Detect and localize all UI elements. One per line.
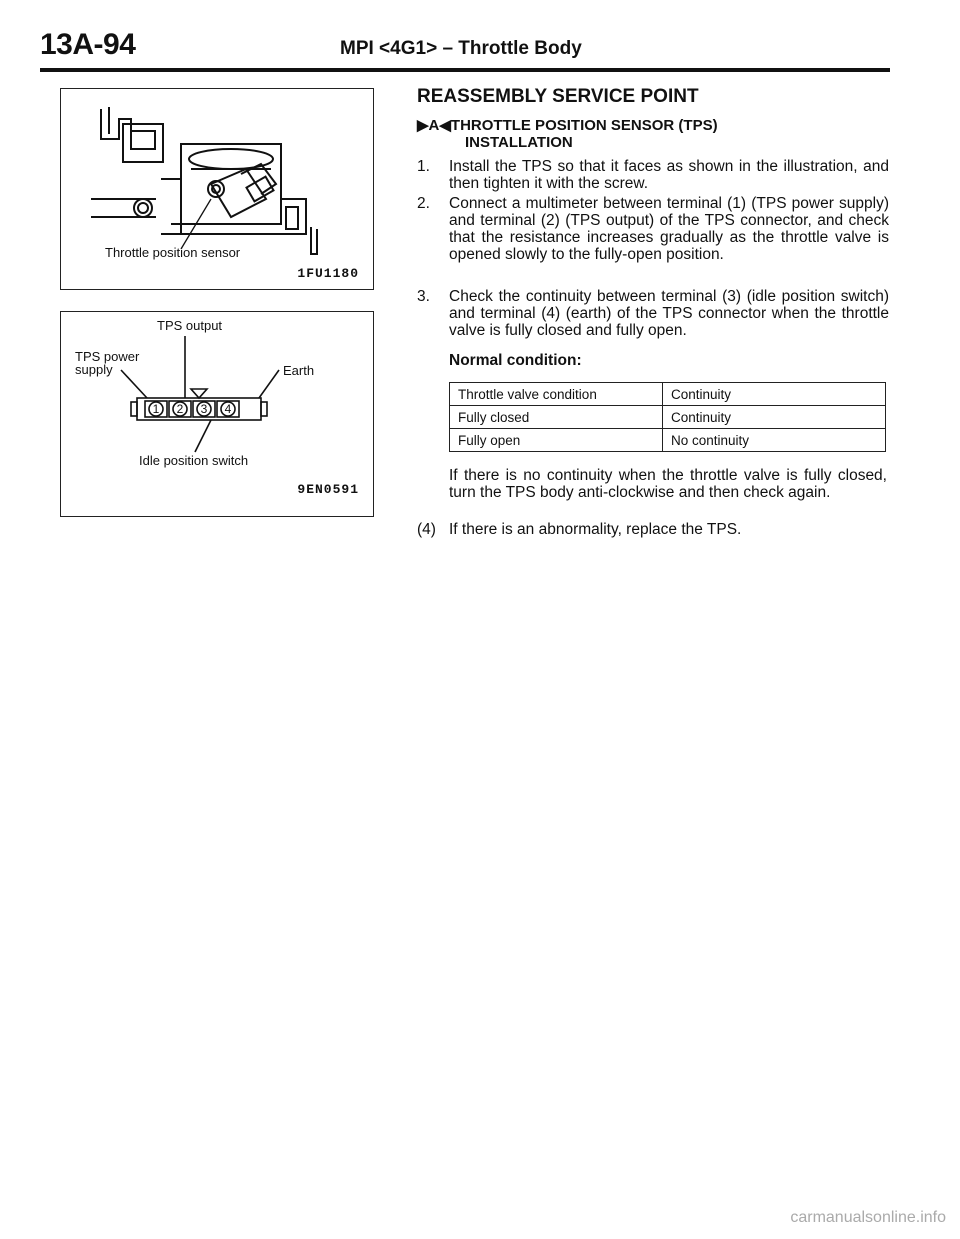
table-header: Continuity: [663, 383, 886, 406]
after-table-note: If there is no continuity when the throttle valve is fully closed, turn the TPS body anti-clockwise and then check again.: [449, 467, 887, 501]
step-1: [417, 158, 889, 192]
terminal-4: 4: [224, 402, 232, 416]
sub-heading-line2: INSTALLATION: [465, 134, 573, 151]
step-2: [417, 195, 889, 263]
table-cell: Fully closed: [450, 406, 663, 429]
figure-code-1: 1FU1180: [297, 266, 359, 281]
step-number: (4): [417, 521, 436, 538]
table-cell: Continuity: [663, 406, 886, 429]
step-3: [417, 288, 889, 339]
sub-heading-line1: THROTTLE POSITION SENSOR (TPS): [450, 117, 718, 134]
watermark: carmanualsonline.info: [790, 1209, 946, 1226]
table-cell: Fully open: [450, 429, 663, 452]
step-text: Connect a multimeter between terminal (1) (TPS power supply) and terminal (2) (TPS output) of the TPS connector, and check that the resistance increases gradually as the throttle valve is opened slowly to the fully-open position.: [449, 195, 889, 263]
table-row: [450, 429, 886, 452]
tps-power-label: TPS power: [75, 349, 140, 364]
table-header: Throttle valve condition: [450, 383, 663, 406]
page-title: MPI <4G1> – Throttle Body: [340, 38, 582, 59]
header-rule: [40, 68, 890, 72]
terminal-3: 3: [200, 402, 208, 416]
step-text: If there is an abnormality, replace the TPS.: [449, 521, 742, 538]
terminal-2: 2: [176, 402, 184, 416]
idle-position-switch-label: Idle position switch: [139, 453, 249, 468]
service-point-marker: ▶A◀: [417, 117, 451, 134]
table-row: [450, 406, 886, 429]
tps-connector-figure: [60, 311, 374, 517]
page-number: 13A-94: [40, 28, 136, 61]
figure-code-2: 9EN0591: [297, 482, 359, 497]
step-text: Install the TPS so that it faces as shown in the illustration, and then tighten it with the screw.: [449, 158, 889, 192]
step-4: [417, 521, 741, 538]
terminal-1: 1: [152, 402, 160, 416]
step-number: 3.: [417, 288, 430, 305]
tps-supply-label: supply: [75, 362, 113, 377]
earth-label: Earth: [283, 363, 315, 378]
step-text: Check the continuity between terminal (3) (idle position switch) and terminal (4) (earth) of the TPS connector when the throttle valve is fully closed and fully open.: [449, 288, 889, 339]
throttle-body-figure: [60, 88, 374, 290]
section-heading: REASSEMBLY SERVICE POINT: [417, 86, 699, 107]
sub-heading: [417, 117, 718, 151]
throttle-position-sensor-label: Throttle position sensor: [105, 245, 241, 260]
table-header-row: [450, 383, 886, 406]
normal-condition-heading: Normal condition:: [449, 352, 582, 369]
step-number: 1.: [417, 158, 430, 175]
table-cell: No continuity: [663, 429, 886, 452]
continuity-table: [449, 382, 886, 452]
tps-output-label: TPS output: [157, 318, 223, 333]
step-number: 2.: [417, 195, 430, 212]
